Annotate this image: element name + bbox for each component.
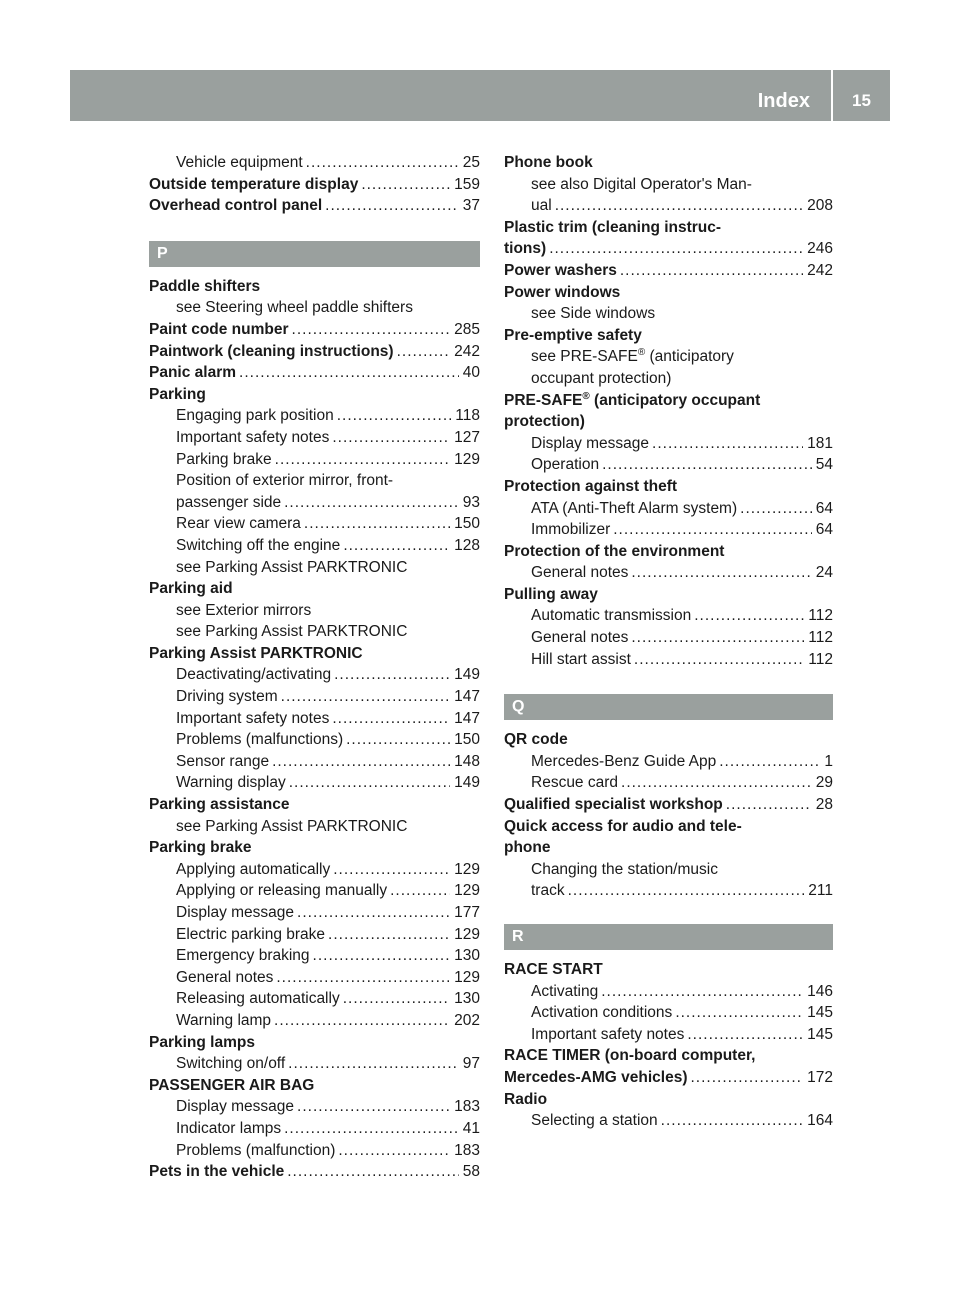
section-header-p: P: [149, 241, 480, 267]
page-reference: 112: [808, 650, 833, 668]
entry-text: Qualified specialist workshop: [504, 796, 723, 814]
entry-text: PRE-SAFE® (anticipatory occupant: [504, 390, 761, 409]
page-reference: 147: [454, 709, 480, 727]
entry-text: Hill start assist: [531, 650, 631, 668]
dot-leader: [343, 988, 450, 1010]
dot-leader: [288, 1053, 459, 1075]
page-header: [70, 70, 890, 121]
entry-text: Switching on/off: [176, 1055, 286, 1073]
page-reference: 24: [815, 564, 833, 582]
page-reference: 183: [454, 1098, 480, 1116]
index-entry: [149, 341, 480, 363]
dot-leader: [397, 341, 451, 363]
page-reference: 129: [454, 882, 480, 900]
page-reference: 130: [454, 990, 480, 1008]
dot-leader: [337, 405, 452, 427]
page-reference: 25: [462, 154, 480, 171]
header-title: Index: [757, 90, 810, 112]
index-subentry: [149, 535, 480, 557]
entry-text: Automatic transmission: [531, 607, 692, 625]
dot-leader: [343, 535, 450, 557]
entry-text: Panic alarm: [149, 364, 237, 382]
index-subentry: [504, 1024, 833, 1046]
index-subentry: [149, 880, 480, 902]
dot-leader: [621, 772, 812, 794]
dot-leader: [313, 945, 451, 967]
entry-text: Mercedes-AMG vehicles): [504, 1068, 688, 1086]
dot-leader: [694, 605, 804, 627]
entry-text: Pulling away: [504, 585, 598, 603]
page-reference: 28: [815, 796, 833, 814]
index-subentry: [504, 1110, 833, 1132]
entry-text: Parking lamps: [149, 1033, 255, 1051]
entry-text: PASSENGER AIR BAG: [149, 1076, 315, 1094]
entry-text: Display message: [176, 1098, 295, 1116]
entry-text: see also Digital Operator's Man-: [531, 175, 752, 193]
entry-text: Power windows: [504, 283, 621, 301]
dot-leader: [289, 772, 450, 794]
index-entry: [504, 476, 833, 498]
entry-text: protection): [504, 413, 585, 431]
entry-text: see Parking Assist PARKTRONIC: [176, 817, 408, 835]
page-reference: 97: [462, 1055, 480, 1073]
index-subentry: [149, 772, 480, 794]
entry-text: Problems (malfunctions): [176, 731, 344, 749]
entry-text: Warning lamp: [176, 1011, 272, 1029]
page-reference: 37: [462, 197, 480, 215]
dot-leader: [652, 433, 803, 455]
dot-leader: [297, 1096, 450, 1118]
index-entry: [149, 837, 480, 859]
page-reference: 159: [454, 175, 480, 193]
entry-text: Driving system: [176, 688, 278, 706]
index-subentry: [504, 195, 833, 217]
entry-text: Engaging park position: [176, 407, 334, 425]
page-reference: 54: [815, 456, 833, 474]
entry-text: QR code: [504, 731, 568, 749]
index-subentry: [149, 924, 480, 946]
entry-text: Parking brake: [149, 839, 252, 857]
entry-text: Changing the station/music: [531, 860, 718, 878]
dot-leader: [333, 859, 450, 881]
index-entry: [504, 152, 833, 174]
index-subentry: [504, 368, 833, 390]
index-entry: [504, 282, 833, 304]
index-subentry: [504, 303, 833, 325]
index-subentry: [149, 1053, 480, 1075]
entry-text: Important safety notes: [176, 428, 330, 446]
index-entry: [504, 217, 833, 239]
page-reference: 40: [462, 364, 480, 382]
index-subentry: [149, 988, 480, 1010]
index-subentry: [149, 557, 480, 579]
entry-text: Vehicle equipment: [176, 154, 303, 171]
index-subentry: [149, 427, 480, 449]
entry-text: Emergency braking: [176, 947, 310, 965]
index-entry: [504, 1045, 833, 1067]
entry-text: Phone book: [504, 154, 593, 171]
entry-text: Quick access for audio and tele-: [504, 817, 742, 835]
dot-leader: [284, 1118, 459, 1140]
dot-leader: [338, 1140, 450, 1162]
dot-leader: [332, 708, 450, 730]
entry-text: Overhead control panel: [149, 197, 323, 215]
index-subentry: [504, 346, 833, 368]
index-subentry: [504, 454, 833, 476]
page-reference: 29: [815, 774, 833, 792]
index-subentry: [149, 902, 480, 924]
entries-section-r: [504, 959, 833, 1132]
entry-text: General notes: [531, 564, 629, 582]
entries-section-q: [504, 729, 833, 902]
entry-text: Important safety notes: [176, 709, 330, 727]
index-entry: [149, 1075, 480, 1097]
entry-text: Parking Assist PARKTRONIC: [149, 644, 363, 662]
page-reference: 64: [815, 499, 833, 517]
index-entry: [504, 325, 833, 347]
entry-text: Parking assistance: [149, 796, 290, 814]
index-subentry: [504, 433, 833, 455]
entry-text: see PRE-SAFE® (anticipatory: [531, 347, 734, 366]
entry-text: Immobilizer: [531, 521, 611, 539]
page-reference: 129: [454, 860, 480, 878]
index-subentry: [149, 686, 480, 708]
index-entry: [149, 174, 480, 196]
entry-text: Power washers: [504, 261, 617, 279]
dot-leader: [284, 492, 459, 514]
page-reference: 127: [454, 428, 480, 446]
page-reference: 242: [454, 342, 480, 360]
page-reference: 128: [454, 536, 480, 554]
dot-leader: [272, 751, 450, 773]
index-subentry: [149, 816, 480, 838]
entry-text: Display message: [531, 434, 650, 452]
entry-text: Pre-emptive safety: [504, 326, 642, 344]
page-reference: 172: [807, 1068, 833, 1086]
index-subentry: [149, 751, 480, 773]
entry-text: General notes: [531, 629, 629, 647]
index-subentry: [504, 605, 833, 627]
entry-text: Deactivating/activating: [176, 666, 332, 684]
entry-text: passenger side: [176, 493, 282, 511]
index-subentry: [504, 1002, 833, 1024]
page-reference: 149: [454, 774, 480, 792]
index-subentry: [504, 627, 833, 649]
page-reference: 246: [807, 240, 833, 258]
index-subentry: [504, 562, 833, 584]
index-subentry: [149, 1118, 480, 1140]
page-reference: 148: [454, 752, 480, 770]
entry-text: Parking brake: [176, 450, 272, 468]
index-subentry: [149, 664, 480, 686]
page-reference: 145: [807, 1025, 833, 1043]
entry-text: Display message: [176, 904, 295, 921]
dot-leader: [390, 880, 450, 902]
entry-text: see Exterior mirrors: [176, 601, 312, 619]
entry-text: Radio: [504, 1090, 548, 1108]
page-number: 15: [852, 91, 871, 110]
index-subentry: [504, 981, 833, 1003]
index-entry: [504, 584, 833, 606]
index-entry: [504, 541, 833, 563]
entry-text: Paintwork (cleaning instructions): [149, 342, 394, 360]
dot-leader: [601, 981, 803, 1003]
dot-leader: [631, 627, 804, 649]
page-reference: 58: [462, 1163, 480, 1181]
entry-text: RACE START: [504, 961, 603, 978]
entry-text: Indicator lamps: [176, 1119, 282, 1137]
index-entry: [149, 195, 480, 217]
entry-text: phone: [504, 839, 551, 857]
index-entry: [504, 390, 833, 412]
index-entry: [149, 643, 480, 665]
dot-leader: [297, 902, 450, 924]
index-subentry: [149, 945, 480, 967]
index-entry: [149, 1161, 480, 1183]
index-entry: [149, 578, 480, 600]
dot-leader: [687, 1024, 803, 1046]
entry-text: see Steering wheel paddle shifters: [176, 299, 413, 317]
dot-leader: [334, 664, 450, 686]
entry-text: Problems (malfunction): [176, 1141, 336, 1159]
page-reference: 164: [807, 1112, 833, 1130]
entry-text: see Parking Assist PARKTRONIC: [176, 623, 408, 641]
entry-text: Sensor range: [176, 752, 270, 770]
page-reference: 1: [824, 752, 833, 770]
index-subentry: [504, 519, 833, 541]
page-reference: 145: [807, 1004, 833, 1022]
entry-text: ATA (Anti-Theft Alarm system): [531, 499, 738, 517]
entry-text: Outside temperature display: [149, 175, 359, 193]
index-entry: [504, 837, 833, 859]
index-subentry: [149, 708, 480, 730]
index-entry: [149, 362, 480, 384]
entries-left-top: [149, 152, 480, 217]
page-reference: 112: [808, 607, 833, 625]
entry-text: Mercedes-Benz Guide App: [531, 752, 717, 770]
dot-leader: [306, 152, 459, 174]
entry-text: Activating: [531, 982, 599, 1000]
index-subentry: [149, 967, 480, 989]
page-reference: 149: [454, 666, 480, 684]
page-reference: 146: [807, 982, 833, 1000]
dot-leader: [740, 498, 812, 520]
entry-text: General notes: [176, 968, 274, 986]
entry-text: occupant protection): [531, 369, 672, 387]
dot-leader: [719, 751, 820, 773]
entry-text: Parking: [149, 385, 206, 403]
entries-section-p: [149, 276, 480, 1183]
index-subentry: [149, 297, 480, 319]
entry-text: Parking aid: [149, 580, 233, 598]
dot-leader: [726, 794, 812, 816]
entry-text: track: [531, 882, 565, 900]
entry-text: Plastic trim (cleaning instruc-: [504, 218, 722, 236]
dot-leader: [555, 195, 803, 217]
registered-mark: ®: [582, 390, 590, 402]
index-entry: [149, 276, 480, 298]
index-subentry: [149, 405, 480, 427]
index-subentry: [504, 498, 833, 520]
index-subentry: [149, 1096, 480, 1118]
index-subentry: [504, 751, 833, 773]
index-subentry: [504, 772, 833, 794]
entry-text: Protection against theft: [504, 477, 678, 495]
dot-leader: [275, 449, 450, 471]
entry-text: Electric parking brake: [176, 925, 326, 943]
page-reference: 93: [462, 493, 480, 511]
index-subentry: [149, 859, 480, 881]
index-subentry: [504, 859, 833, 881]
dot-leader: [276, 967, 450, 989]
page-reference: 129: [454, 450, 480, 468]
index-subentry: [149, 152, 480, 174]
index-subentry: [504, 174, 833, 196]
index-subentry: [149, 600, 480, 622]
index-subentry: [149, 513, 480, 535]
entry-text: Protection of the environment: [504, 542, 725, 560]
dot-leader: [346, 729, 450, 751]
index-column-left: [149, 152, 480, 1183]
dot-leader: [292, 319, 451, 341]
entry-text: Selecting a station: [531, 1112, 658, 1130]
entry-text: Important safety notes: [531, 1025, 685, 1043]
dot-leader: [691, 1067, 804, 1089]
index-subentry: [149, 1140, 480, 1162]
dot-leader: [549, 238, 803, 260]
dot-leader: [332, 427, 450, 449]
dot-leader: [325, 195, 459, 217]
entry-text: RACE TIMER (on-board computer,: [504, 1047, 756, 1065]
index-subentry: [149, 729, 480, 751]
page-reference: 181: [807, 434, 833, 452]
entry-text: Activation conditions: [531, 1004, 673, 1022]
page-reference: 202: [454, 1011, 480, 1029]
entry-text: Rescue card: [531, 774, 619, 792]
dot-leader: [304, 513, 450, 535]
index-subentry: [149, 1010, 480, 1032]
index-entry: [149, 384, 480, 406]
index-entry: [149, 794, 480, 816]
index-entry: [504, 794, 833, 816]
page-reference: 183: [454, 1141, 480, 1159]
section-header-q: Q: [504, 694, 833, 720]
page-reference: 118: [455, 407, 480, 425]
entry-text: Warning display: [176, 774, 286, 792]
page-reference: 130: [454, 947, 480, 965]
page-reference: 147: [454, 688, 480, 706]
dot-leader: [613, 519, 812, 541]
dot-leader: [620, 260, 803, 282]
dot-leader: [274, 1010, 450, 1032]
dot-leader: [634, 649, 804, 671]
entries-right-top: [504, 152, 833, 670]
page-reference: 208: [807, 197, 833, 215]
entry-text: Paddle shifters: [149, 277, 261, 295]
index-entry: [504, 1067, 833, 1089]
page-reference: 129: [454, 968, 480, 986]
index-entry: [504, 411, 833, 433]
index-subentry: [149, 621, 480, 643]
index-column-right: [504, 152, 833, 1132]
registered-mark: ®: [637, 347, 646, 359]
page-reference: 41: [462, 1119, 480, 1137]
entry-text: see Side windows: [531, 305, 656, 323]
entry-text: Releasing automatically: [176, 990, 340, 1008]
index-entry: [149, 1032, 480, 1054]
page-reference: 242: [807, 261, 833, 279]
page-reference: 211: [808, 882, 833, 900]
page-reference: 177: [454, 904, 480, 921]
dot-leader: [328, 924, 450, 946]
dot-leader: [239, 362, 459, 384]
page-reference: 150: [454, 731, 480, 749]
page-reference: 150: [454, 515, 480, 533]
index-entry: [504, 959, 833, 981]
index-entry: [504, 260, 833, 282]
page-reference: 64: [815, 521, 833, 539]
index-entry: [504, 816, 833, 838]
dot-leader: [568, 880, 805, 902]
entry-text: Position of exterior mirror, front-: [176, 472, 394, 490]
entry-text: Pets in the vehicle: [149, 1163, 285, 1181]
entry-text: Operation: [531, 456, 600, 474]
index-subentry: [149, 492, 480, 514]
section-header-r: R: [504, 924, 833, 950]
index-entry: [149, 319, 480, 341]
dot-leader: [602, 454, 812, 476]
entry-text: Paint code number: [149, 320, 289, 338]
dot-leader: [661, 1110, 803, 1132]
entry-text: Switching off the engine: [176, 536, 341, 554]
index-entry: [504, 1089, 833, 1111]
index-entry: [504, 729, 833, 751]
dot-leader: [675, 1002, 803, 1024]
dot-leader: [361, 174, 450, 196]
dot-leader: [631, 562, 811, 584]
index-subentry: [504, 649, 833, 671]
dot-leader: [281, 686, 450, 708]
entry-text: see Parking Assist PARKTRONIC: [176, 558, 408, 576]
index-subentry: [149, 449, 480, 471]
entry-text: Applying or releasing manually: [176, 882, 388, 900]
entry-text: Rear view camera: [176, 515, 301, 533]
dot-leader: [287, 1161, 459, 1183]
entry-text: tions): [504, 240, 547, 258]
page-reference: 112: [808, 629, 833, 647]
page-reference: 129: [454, 925, 480, 943]
entry-text: ual: [531, 197, 552, 215]
entry-text: Applying automatically: [176, 860, 331, 878]
page-reference: 285: [454, 320, 480, 338]
index-subentry: [504, 880, 833, 902]
index-entry: [504, 238, 833, 260]
index-subentry: [149, 470, 480, 492]
